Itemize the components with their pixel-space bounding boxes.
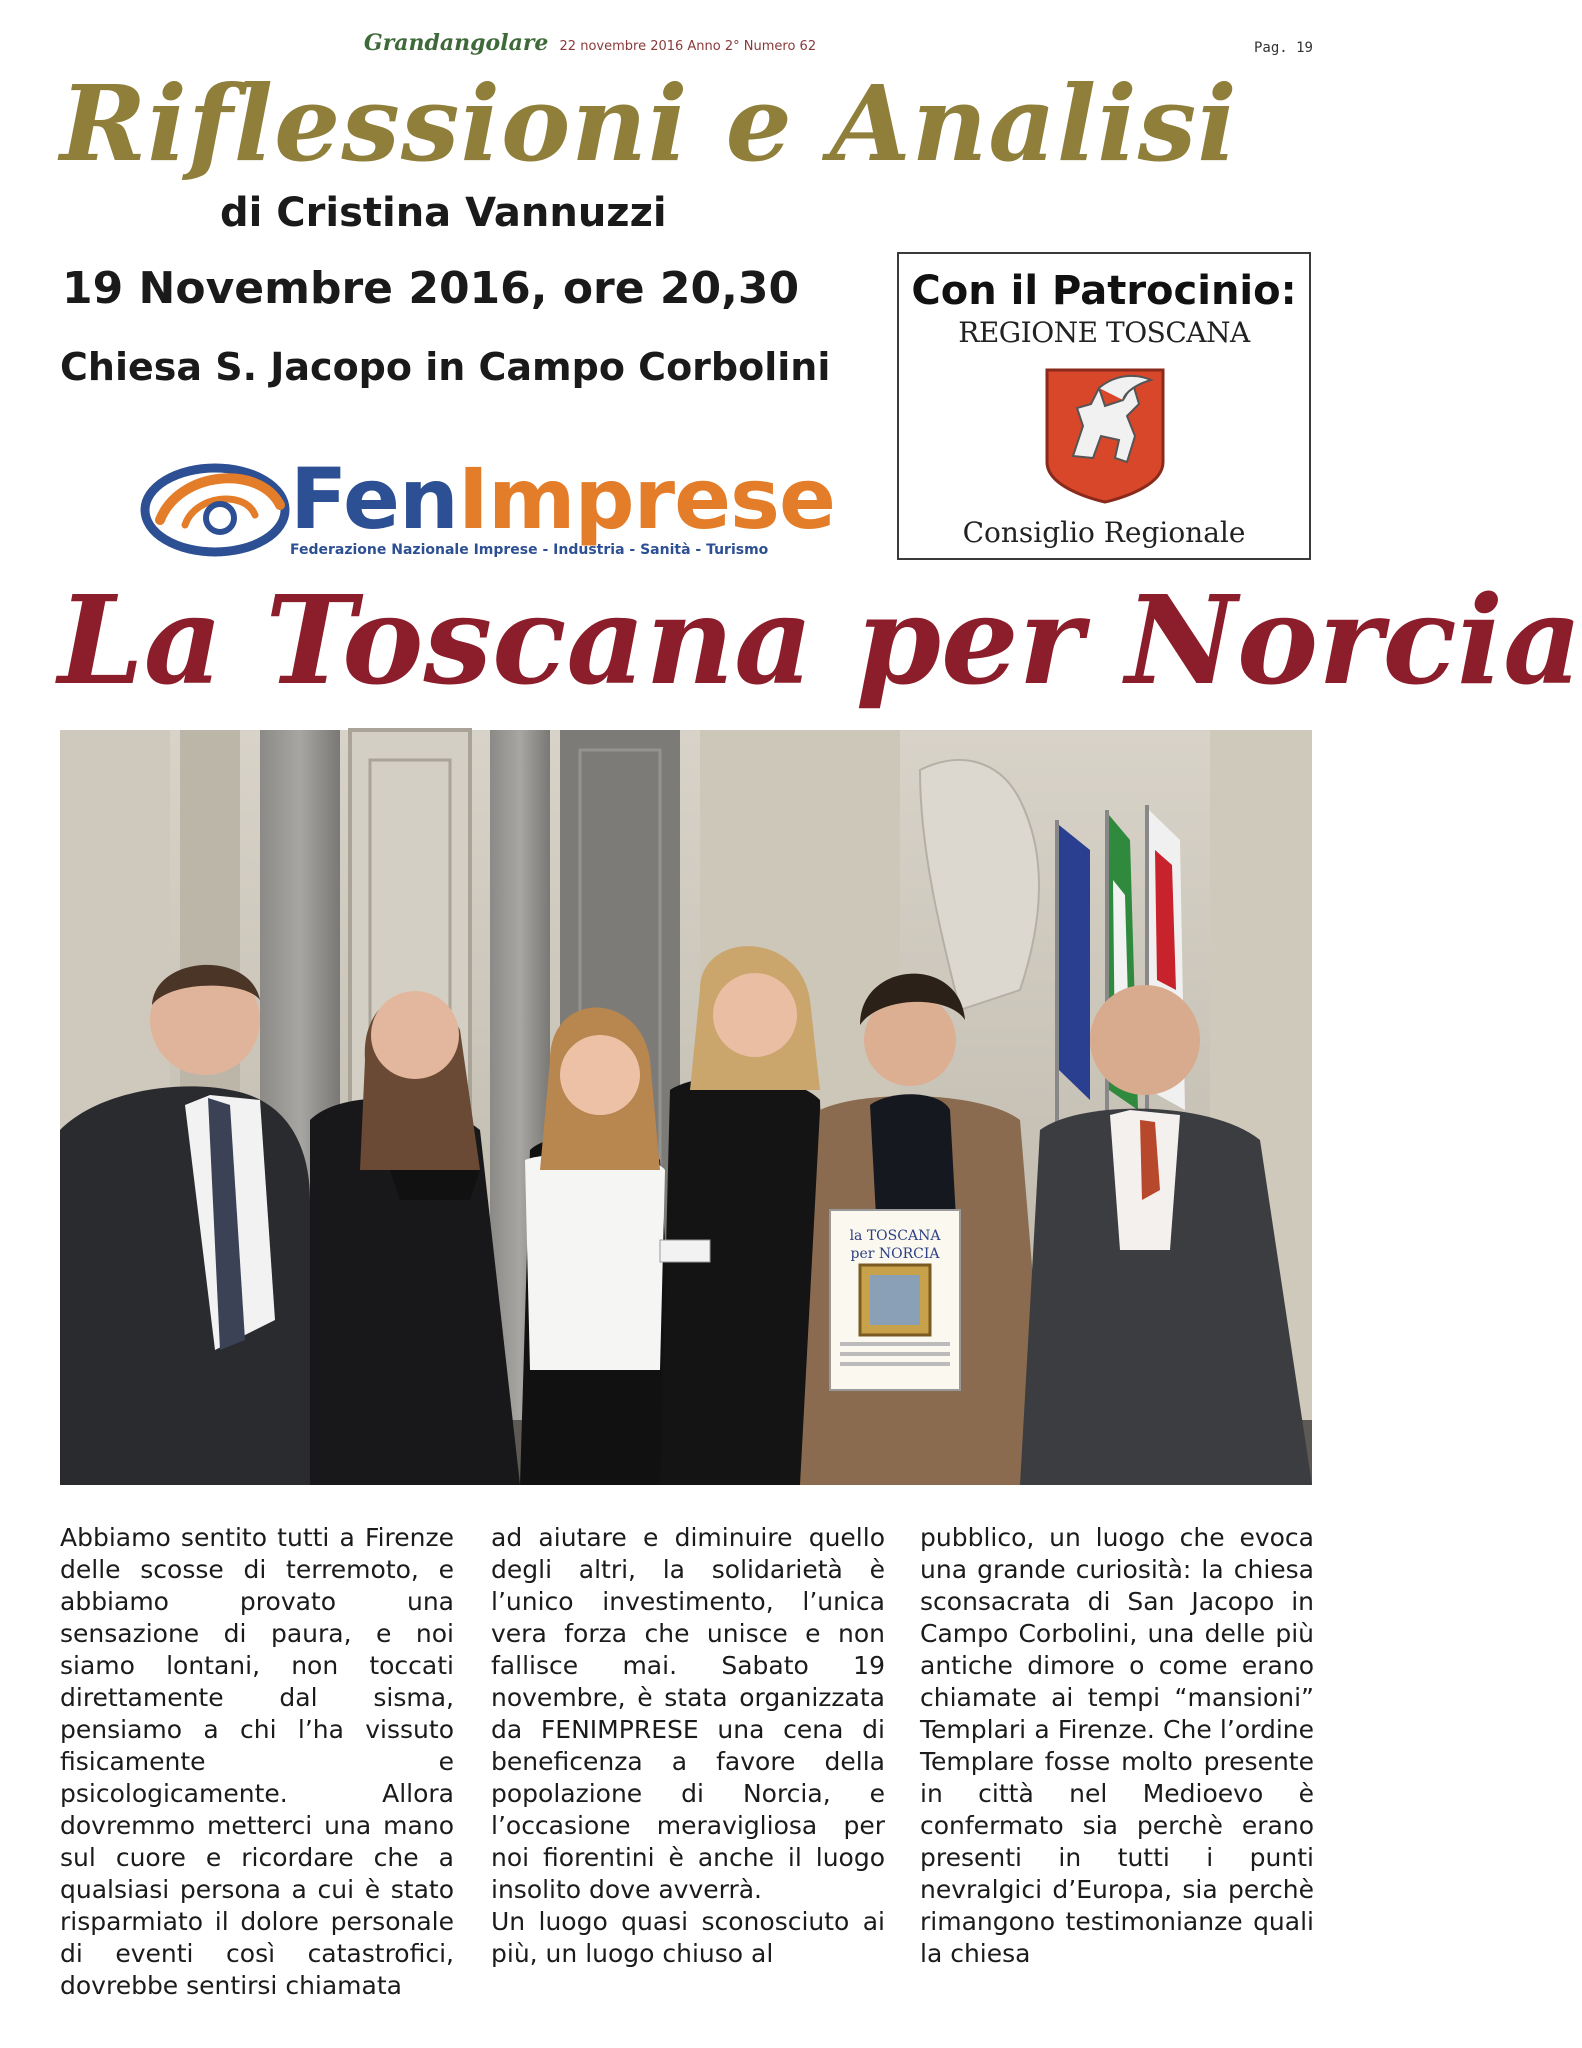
article-column-3-text: pubblico, un luogo che evoca una grande curiosità: la chiesa sconsacrata di San Jacopo in Campo Corbolini, una delle più antiche dimore o come erano chiamate ai tempi “mansioni” Templari a Firenze. Che l’ordine Templare fosse molto presente in città nel Medioevo è confermato sia perchè erano presenti in tutti i punti nevralgici d’Europa, sia perchè rimangono testimonianze quali la chiesa (920, 1523, 1314, 1968)
poster-line2: per NORCIA (850, 1246, 940, 1262)
event-date-time: 19 Novembre 2016, ore 20,30 (62, 263, 800, 314)
logo-swirl-icon (140, 450, 290, 570)
masthead (0, 30, 1180, 56)
article-headline: La Toscana per Norcia (58, 568, 1582, 712)
fenimprese-logo (140, 450, 836, 570)
patronage-title: Con il Patrocinio: (911, 268, 1297, 314)
regional-crest-icon (1043, 366, 1167, 506)
issue-info: 22 novembre 2016 Anno 2° Numero 62 (559, 39, 817, 54)
logo-wordmark-part2: Imprese (457, 450, 836, 548)
logo-wordmark-part1: Fen (290, 450, 458, 548)
section-title: Riflessioni e Analisi (60, 62, 1238, 185)
article-column-2 (491, 1522, 885, 1982)
event-photo (60, 730, 1312, 1485)
logo-wordmark (290, 450, 835, 548)
patronage-council: Consiglio Regionale (962, 516, 1246, 549)
page-number: Pag. 19 (1253, 40, 1313, 56)
patronage-box (897, 252, 1311, 560)
article-column-2-paragraph-1: ad aiutare e diminuire quello degli altri, la solidarietà è l’unico investimento, l’unica vera forza che unisce e non fallisce mai. Sabato 19 novembre, è stata organizzata da FENIMPRESE una cena di beneficenza a favore della popolazione di Norcia, e l’occasione meravigliosa per noi fiorentini è anche il luogo insolito dove avverrà. (491, 1523, 885, 1904)
logo-tagline: Federazione Nazionale Imprese - Industria - Sanità - Turismo (290, 542, 769, 558)
article-column-1 (60, 1522, 454, 2000)
event-place: Chiesa S. Jacopo in Campo Corbolini (60, 345, 831, 389)
poster-line1: la TOSCANA (849, 1228, 941, 1244)
patronage-region: REGIONE TOSCANA (958, 316, 1250, 349)
article-column-2-paragraph-2: Un luogo quasi sconosciuto ai più, un luogo chiuso al (491, 1907, 885, 1968)
publication-name: Grandangolare (363, 30, 549, 56)
article-column-3 (920, 1522, 1314, 1982)
group-photo-illustration (60, 730, 1312, 1485)
article-column-1-text: Abbiamo sentito tutti a Firenze delle scosse di terremoto, e abbiamo provato una sensazione di paura, e noi siamo lontani, non toccati direttamente dal sisma, pensiamo a chi l’ha vissuto fisicamente e psicologicamente. Allora dovremmo metterci una mano sul cuore e ricordare che a qualsiasi persona a cui è stato risparmiato il dolore personale di eventi così catastrofici, dovrebbe sentirsi chiamata (60, 1523, 454, 2000)
author-byline: di Cristina Vannuzzi (220, 190, 667, 236)
